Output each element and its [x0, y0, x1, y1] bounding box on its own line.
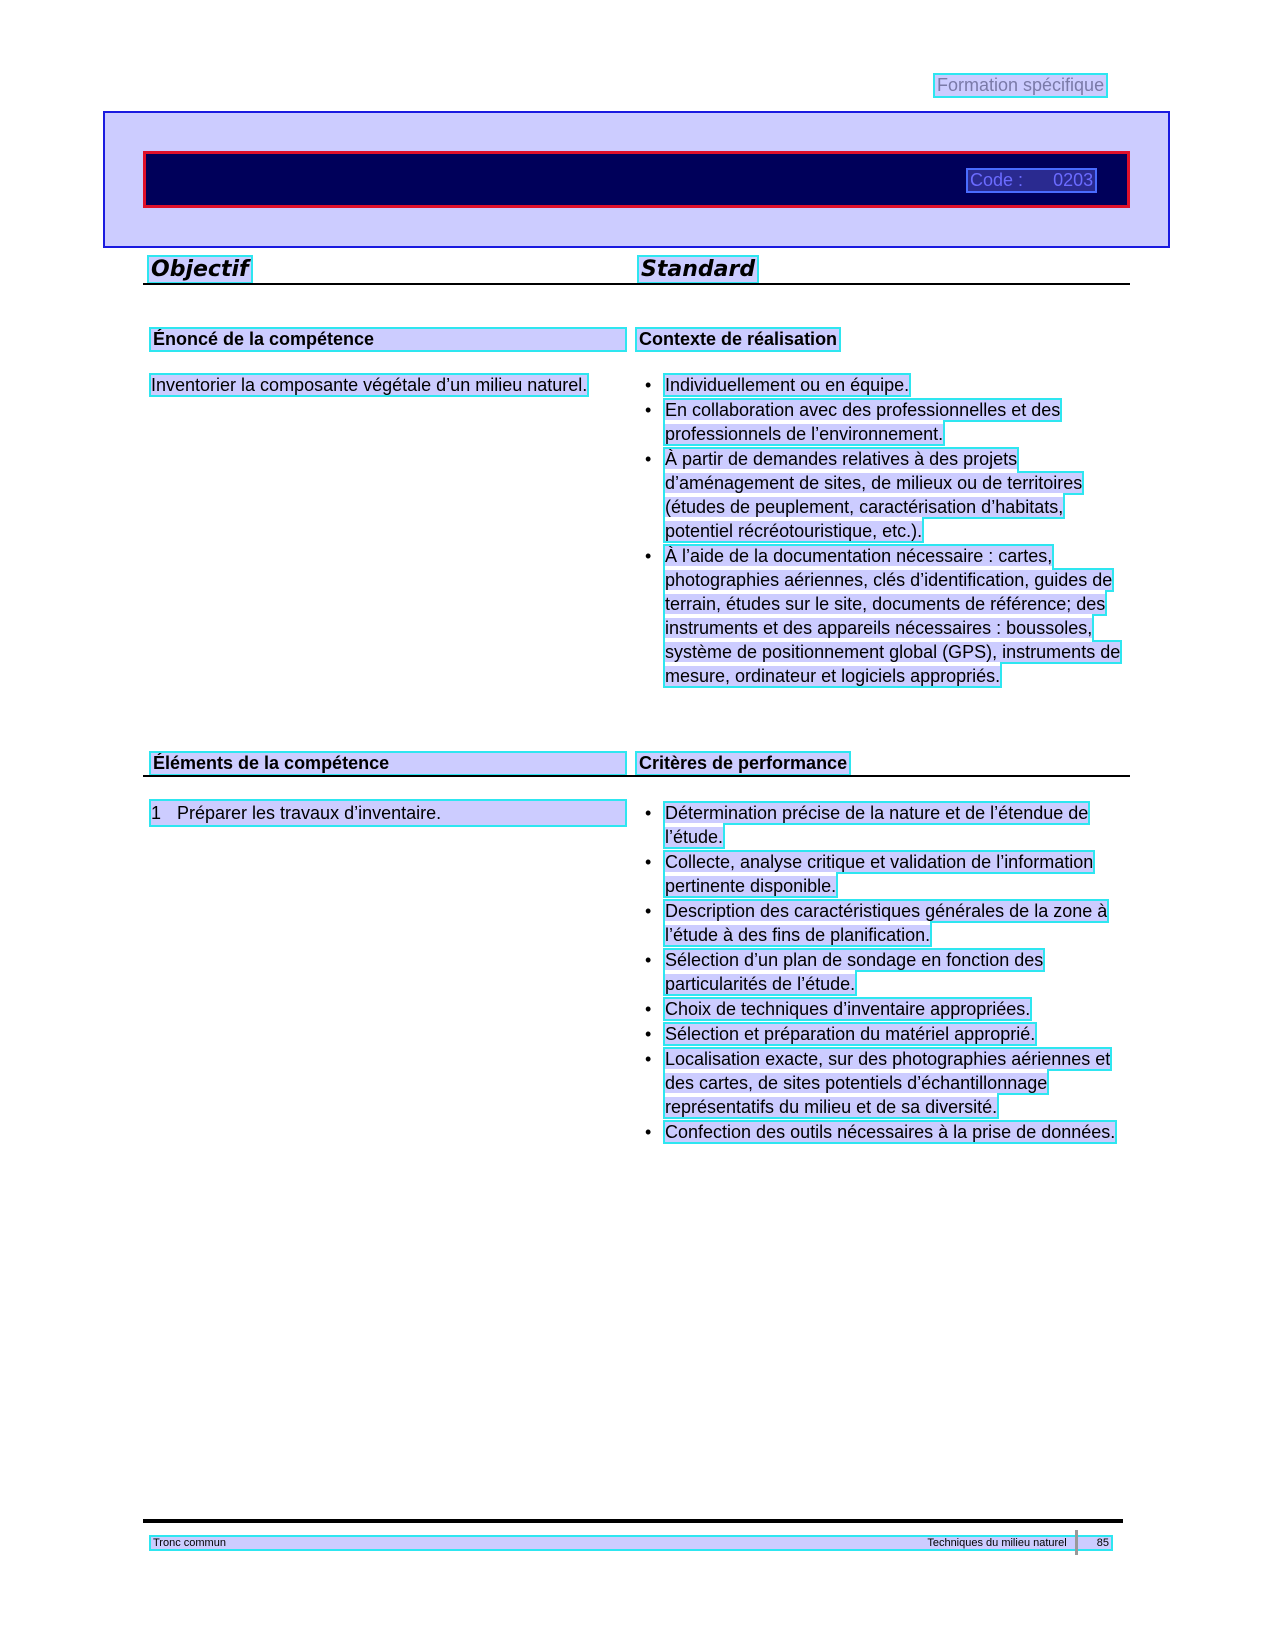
bullet-icon: • — [645, 852, 652, 872]
bullet-icon: • — [645, 901, 652, 921]
elements-rule — [143, 775, 1130, 777]
page-marker — [1075, 1530, 1078, 1555]
statement-heading: Énoncé de la compétence — [151, 329, 625, 350]
criteria-item: • Localisation exacte, sur des photographies aériennes et des cartes, de sites potentiels d’échantillonnage représentatifs du milieu et de sa diversité. — [645, 1049, 1111, 1117]
criteria-item: • Sélection d’un plan de sondage en fonction des particularités de l’étude. — [645, 950, 1044, 994]
criteria-item: • Description des caractéristiques générales de la zone à l’étude à des fins de planification. — [645, 901, 1108, 945]
criteria-heading: Critères de performance — [639, 753, 848, 773]
bullet-icon: • — [645, 449, 652, 469]
code-label: Code : — [970, 170, 1024, 190]
context-heading: Contexte de réalisation — [639, 329, 838, 349]
criteria-list — [643, 801, 1123, 1145]
bullet-icon: • — [645, 400, 652, 420]
bullet-icon: • — [645, 375, 652, 395]
competency-code — [968, 170, 1095, 191]
statement-text — [151, 373, 633, 397]
objective-title: Objectif — [151, 257, 249, 282]
footer-rule — [143, 1519, 1123, 1523]
criteria-item: • Sélection et préparation du matériel approprié. — [645, 1024, 1036, 1044]
program-label: Formation spécifique — [937, 75, 1105, 95]
bullet-icon: • — [645, 1122, 652, 1142]
criteria-item: • Collecte, analyse critique et validation de l’information pertinente disponible. — [645, 852, 1094, 896]
footer-right — [927, 1537, 1109, 1549]
code-value: 0203 — [1053, 170, 1094, 190]
bullet-icon: • — [645, 1024, 652, 1044]
statement-text-content: Inventorier la composante végétale d’un milieu naturel. — [151, 375, 588, 395]
elements-heading: Éléments de la compétence — [151, 753, 625, 774]
criteria-item: • Confection des outils nécessaires à la prise de données. — [645, 1122, 1116, 1142]
element-number: 1 — [151, 803, 162, 823]
context-item: • À l’aide de la documentation nécessaire : cartes, photographies aériennes, clés d’identification, guides de terrain, études sur le site, documents de référence; des instruments et des appareils nécessaires : boussoles, système de positionnement global (GPS), instruments de mesure, ordinateur et logiciels appropriés. — [645, 546, 1121, 686]
standard-title: Standard — [641, 257, 756, 282]
bullet-icon: • — [645, 950, 652, 970]
bullet-icon: • — [645, 546, 652, 566]
context-list — [643, 373, 1123, 689]
context-item: • À partir de demandes relatives à des projets d’aménagement de sites, de milieux ou de territoires (études de peuplement, caractérisation d’habitats, potentiel récréotouristique, etc.). — [645, 449, 1083, 541]
bullet-icon: • — [645, 999, 652, 1019]
footer — [151, 1537, 1111, 1549]
bullet-icon: • — [645, 1049, 652, 1069]
footer-program: Techniques du milieu naturel — [927, 1537, 1067, 1549]
criteria-item: • Choix de techniques d’inventaire appropriées. — [645, 999, 1031, 1019]
criteria-item: • Détermination précise de la nature et de l’étendue de l’étude. — [645, 803, 1089, 847]
context-item: • En collaboration avec des professionnelles et des professionnels de l’environnement. — [645, 400, 1061, 444]
element-text: Préparer les travaux d’inventaire. — [177, 803, 442, 823]
context-item: • Individuellement ou en équipe. — [645, 375, 910, 395]
bullet-icon: • — [645, 803, 652, 823]
header-rule — [143, 283, 1130, 285]
footer-left: Tronc commun — [153, 1537, 226, 1549]
page-number: 85 — [1096, 1537, 1109, 1549]
element-item — [151, 801, 625, 825]
